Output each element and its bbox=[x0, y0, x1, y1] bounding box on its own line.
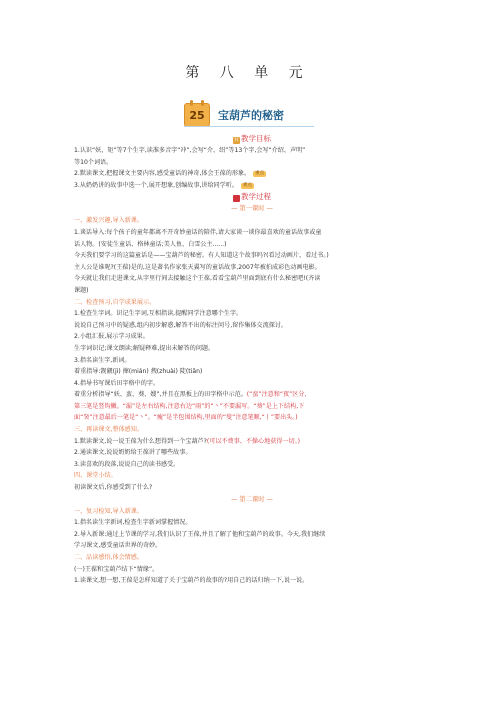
goal-line bbox=[74, 157, 430, 169]
period-1-line-text: 二、检查预习,自学成果展示。 bbox=[74, 298, 156, 306]
period-2-line-text: 1.指名读生字新词,检查生字新词掌握情况。 bbox=[74, 519, 192, 527]
period-1-line-text: 着重指导:觊觎(jì) 撺(mián) 拽(zhuài) 陡(tiǎn) bbox=[74, 368, 203, 376]
process-header-label: 教学过程 bbox=[241, 192, 271, 202]
period-1-line-text: 1.检查生字词。识记生字词,互相指读,提醒同学注意哪个生字。 bbox=[74, 310, 243, 318]
period-1-line bbox=[74, 343, 430, 355]
goals-header-label: 教学目标 bbox=[241, 134, 271, 143]
period-1-line-text: 三、再读课文,整体感知。 bbox=[74, 426, 143, 434]
period-1-line bbox=[74, 215, 430, 227]
period-1-line bbox=[74, 424, 430, 436]
goal-line bbox=[74, 180, 430, 192]
period-2-line-text: 一、复习检知,导入新课。 bbox=[74, 507, 143, 515]
period-2-line-text: (一)王葆和宝葫芦结下“情缘”。 bbox=[74, 565, 159, 573]
period-2-line bbox=[74, 540, 430, 552]
period-1-line-text: 主人公是谁呢?(王葆)是的,这是著名作家张天翼写的童话故事,2007年被拍成彩色动画电影。 bbox=[74, 263, 321, 271]
period-1-line-text: 2.小组汇报,展示学习成果。 bbox=[74, 333, 149, 341]
period-1-line bbox=[74, 355, 430, 367]
period-1-line-text: 面“癸”注意最后一笔是“丶”。“瘦”是半包围结构,里面的“叟”注意笔顺,“丨”要出头。) bbox=[74, 414, 298, 422]
period-1-line bbox=[74, 389, 430, 401]
period-1-line-text: 着重分析指导“妖、蛮、葵、嫂”,并且在黑板上的田字格中示范。 bbox=[74, 391, 247, 399]
goal-line-text: 等10个词语。 bbox=[74, 158, 113, 166]
period-1-line-text: 1.默读课文,说一说王葆为什么想得到一个宝葫芦? bbox=[74, 437, 207, 445]
period-1-line-text: 生字词识记;课文朗读;解疑释难,提出未解答的问题。 bbox=[74, 344, 215, 352]
period-1-line-text: 1.谈话导入:每个孩子的童年都离不开奇妙童话的陪伴,请大家谈一谈你最喜欢的童话故事或童 bbox=[74, 228, 322, 236]
period-1-line-highlight: (可以不费事、不操心地获得一切。) bbox=[206, 437, 300, 445]
process-header bbox=[74, 191, 430, 203]
period-2-line-text: 学习课文,感受童话世界的奇妙。 bbox=[74, 542, 162, 550]
period-1-body bbox=[74, 215, 430, 493]
period-1-line bbox=[74, 459, 430, 471]
period-2-line bbox=[74, 529, 430, 541]
period-1-line-text: 说说自己预习中的疑惑,组内初步解惑,解答不出的标注问号,留作集体交流探讨。 bbox=[74, 321, 287, 329]
period-1-line bbox=[74, 285, 430, 297]
unit-title: 第 八 单 元 bbox=[185, 65, 311, 81]
period-2-title: — 第二课时 — bbox=[231, 495, 273, 503]
period-1-line-text: 今天我们要学习的这篇童话是——宝葫芦的秘密。有人知道这个故事吗?(看过动画片、看过书。) bbox=[74, 252, 329, 260]
goal-line-text: 2.默读课文,把握课文主要内容,感受童话的神奇,体会王葆的形象。 bbox=[74, 170, 251, 178]
period-1-line-text: 初读课文后,你感受到了什么? bbox=[74, 484, 153, 492]
period-2-line bbox=[74, 564, 430, 576]
lesson-banner bbox=[184, 104, 284, 126]
goal-line bbox=[74, 145, 430, 157]
period-1-line bbox=[74, 366, 430, 378]
period-1-line-highlight: (“蛮”注意和“夜”区分, bbox=[246, 391, 307, 399]
badge-difficulty: 难点 bbox=[242, 182, 252, 188]
period-1-line bbox=[74, 308, 430, 320]
period-1-title: — 第一课时 — bbox=[231, 205, 273, 213]
period-2-line-text: 二、品读感悟,体会情感。 bbox=[74, 554, 143, 561]
period-1-line bbox=[74, 273, 430, 285]
period-1-line bbox=[74, 447, 430, 459]
period-1-line bbox=[74, 262, 430, 274]
period-1-line bbox=[74, 320, 430, 332]
lesson-content bbox=[74, 133, 430, 587]
period-1-line bbox=[74, 250, 430, 262]
goal-line-text: 1.认识“妖、矩”等7个生字,读准多音字“冲”,会写“介、绍”等13个字,会写“介绍、声明” bbox=[74, 147, 306, 154]
goals-header bbox=[74, 133, 430, 145]
period-1-line bbox=[74, 401, 430, 413]
book-icon: 目 bbox=[233, 137, 239, 143]
period-1-line bbox=[74, 482, 430, 494]
period-1-line-text: 四、课堂小结。 bbox=[74, 472, 117, 480]
period-1-line bbox=[74, 297, 430, 309]
lesson-title-underline bbox=[184, 126, 314, 127]
period-1-line bbox=[74, 436, 430, 448]
period-2-line bbox=[74, 575, 430, 587]
period-2-line-text: 1.读课文,想一想,王葆是怎样知道了关于宝葫芦的故事的?用自己的话归纳一下,说一说。 bbox=[74, 577, 309, 585]
period-1-line bbox=[74, 378, 430, 390]
goal-line-text: 3.从奶奶讲的故事中选一个,展开想象,创编故事,讲给同学听。 bbox=[74, 181, 238, 189]
period-2-line-text: 2.导入新课:通过上节课的学习,我们认识了王葆,并且了解了他和宝葫芦的故事。今天,我们继续 bbox=[74, 530, 326, 538]
period-2-body bbox=[74, 506, 430, 587]
period-1-line bbox=[74, 470, 430, 482]
period-1-line bbox=[74, 412, 430, 424]
period-1-line-text: 一、激发兴趣,导入新课。 bbox=[74, 217, 143, 225]
period-1-line-text: 3.读喜欢的段落,说说自己的读书感受。 bbox=[74, 460, 180, 468]
period-1-line bbox=[74, 239, 430, 251]
period-1-line-text: 课题) bbox=[74, 286, 89, 294]
period-2-line bbox=[74, 552, 430, 564]
badge-key-point: 重点 bbox=[255, 171, 265, 177]
period-1-line-text: 4.指导书写课后田字格中的字。 bbox=[74, 379, 160, 387]
period-1-line-text: 3.指名读生字,新词。 bbox=[74, 356, 131, 364]
lesson-number-badge: 25 bbox=[184, 103, 210, 127]
period-1-line bbox=[74, 331, 430, 343]
goals-list bbox=[74, 145, 430, 191]
goal-line bbox=[74, 168, 430, 180]
lesson-title: 宝葫芦的秘密 bbox=[218, 109, 284, 122]
period-1-line bbox=[74, 227, 430, 239]
period-2-line bbox=[74, 517, 430, 529]
period-1-line-text: 第三笔是竖钩撇。“漏”是左右结构,注意右边“雨”的“丶”不要漏写。“葵”是上下结构,下 bbox=[74, 402, 305, 410]
n-icon: N bbox=[234, 195, 239, 202]
period-1-line-text: 话人物。(安徒生童话、格林童话;美人鱼、白雪公主......) bbox=[74, 240, 227, 248]
period-1-line-text: 2.通读课文,说说奶奶给王葆讲了哪些故事。 bbox=[74, 449, 192, 457]
period-2-line bbox=[74, 506, 430, 518]
period-1-line-text: 今天就让我们走进课文,从字里行间去接触这个王葆,看看宝葫芦里面到底有什么秘密吧!(齐读 bbox=[74, 275, 321, 283]
